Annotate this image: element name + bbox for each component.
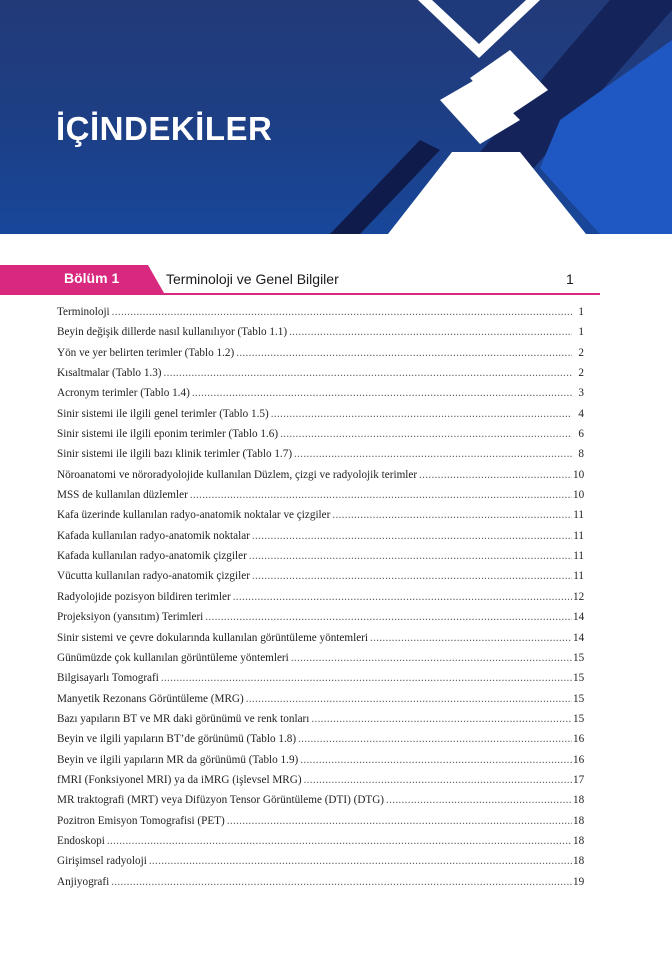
toc-entry-title: Endoskopi bbox=[57, 834, 105, 847]
toc-entry-title: Kafada kullanılan radyo-anatomik çizgiler bbox=[57, 550, 247, 563]
toc-entry-page: 4 bbox=[578, 407, 584, 420]
dot-leader bbox=[205, 607, 572, 627]
toc-entry-page: 18 bbox=[573, 794, 585, 807]
toc-entry-title: Manyetik Rezonans Görüntüleme (MRG) bbox=[57, 692, 244, 705]
chapter-label: Bölüm 1 bbox=[64, 270, 120, 286]
dot-leader bbox=[271, 404, 572, 424]
dot-leader bbox=[233, 587, 572, 607]
toc-entry-title: Girişimsel radyoloji bbox=[57, 855, 147, 868]
toc-entry-title: Terminoloji bbox=[57, 306, 110, 318]
toc-entry-title: fMRI (Fonksiyonel MRI) ya da iMRG (işlevsel MRG) bbox=[57, 773, 302, 786]
dot-leader bbox=[192, 383, 572, 403]
toc-entry-page: 17 bbox=[573, 773, 585, 786]
toc-entry-page: 14 bbox=[573, 611, 585, 624]
toc-entry-title: Sinir sistemi ile ilgili genel terimler (Tablo 1.5) bbox=[57, 407, 269, 420]
toc-entry[interactable] bbox=[57, 729, 584, 749]
toc-entry-page: 18 bbox=[573, 834, 585, 847]
toc-entry-title: Beyin değişik dillerde nasıl kullanılıyor (Tablo 1.1) bbox=[57, 326, 288, 339]
toc-entry-page: 8 bbox=[578, 448, 584, 461]
dot-leader bbox=[112, 302, 572, 322]
toc-entry-title: Kafa üzerinde kullanılan radyo-anatomik noktalar ve çizgiler bbox=[57, 509, 331, 522]
dot-leader bbox=[111, 872, 572, 892]
toc-entry-page: 16 bbox=[573, 733, 585, 746]
toc-entry-title: Yön ve yer belirten terimler (Tablo 1.2) bbox=[57, 346, 235, 359]
toc-entry[interactable] bbox=[57, 322, 584, 342]
dot-leader bbox=[419, 465, 572, 485]
toc-entry[interactable] bbox=[57, 872, 584, 892]
toc-entry-page: 19 bbox=[573, 875, 585, 888]
toc-entry-page: 11 bbox=[573, 529, 584, 542]
header-banner bbox=[0, 0, 672, 234]
dot-leader bbox=[161, 668, 572, 688]
toc-entry[interactable] bbox=[57, 566, 584, 586]
dot-leader bbox=[149, 851, 572, 871]
toc-entry-page: 15 bbox=[573, 712, 585, 725]
dot-leader bbox=[246, 689, 572, 709]
dot-leader bbox=[236, 343, 572, 363]
toc-entry[interactable] bbox=[57, 831, 584, 851]
chapter-title: Terminoloji ve Genel Bilgiler bbox=[166, 271, 339, 287]
toc-entry-title: Sinir sistemi ile ilgili bazı klinik terimler (Tablo 1.7) bbox=[57, 448, 293, 461]
toc-entry-title: Beyin ve ilgili yapıların BT’de görünümü (Tablo 1.8) bbox=[57, 733, 297, 746]
toc-entry[interactable] bbox=[57, 607, 584, 627]
dot-leader bbox=[311, 709, 572, 729]
toc-entry-page: 1 bbox=[578, 306, 584, 318]
toc-entry-title: Sinir sistemi ve çevre dokularında kullanılan görüntüleme yöntemleri bbox=[57, 631, 368, 644]
toc-entry-page: 15 bbox=[573, 672, 585, 685]
toc-entry-title: Acronym terimler (Tablo 1.4) bbox=[57, 387, 190, 400]
toc-entry-title: Bazı yapıların BT ve MR daki görünümü ve renk tonları bbox=[57, 712, 310, 725]
dot-leader bbox=[252, 526, 572, 546]
toc-entry-title: Kafada kullanılan radyo-anatomik noktalar bbox=[57, 529, 250, 542]
toc-entry-page: 18 bbox=[573, 855, 585, 868]
dot-leader bbox=[190, 485, 572, 505]
toc-entry[interactable] bbox=[57, 587, 584, 607]
toc-entry-title: Bilgisayarlı Tomografi bbox=[57, 672, 159, 685]
toc-entry-title: Projeksiyon (yansıtım) Terimleri bbox=[57, 611, 204, 624]
toc-entry[interactable] bbox=[57, 648, 584, 668]
chapter-underline bbox=[0, 293, 600, 295]
toc-entry-title: Pozitron Emisyon Tomografisi (PET) bbox=[57, 814, 225, 827]
toc-entry[interactable] bbox=[57, 424, 584, 444]
toc-entry[interactable] bbox=[57, 770, 584, 790]
dot-leader bbox=[300, 750, 572, 770]
dot-leader bbox=[298, 729, 572, 749]
toc-entry-page: 2 bbox=[578, 346, 584, 359]
toc-entry-title: MR traktografi (MRT) veya Difüzyon Tensor Görüntüleme (DTI) (DTG) bbox=[57, 794, 385, 807]
toc-entry-page: 10 bbox=[573, 468, 585, 481]
toc-entry-page: 12 bbox=[573, 590, 585, 603]
dot-leader bbox=[252, 566, 572, 586]
toc-entry-page: 15 bbox=[573, 692, 585, 705]
toc-entry[interactable] bbox=[57, 689, 584, 709]
toc-entry-page: 2 bbox=[578, 367, 584, 380]
toc-entry[interactable] bbox=[57, 546, 584, 566]
toc-entry[interactable] bbox=[57, 485, 584, 505]
dot-leader bbox=[304, 770, 572, 790]
toc-entry[interactable] bbox=[57, 851, 584, 871]
dot-leader bbox=[280, 424, 572, 444]
dot-leader bbox=[249, 546, 572, 566]
chapter-page-number: 1 bbox=[566, 271, 574, 287]
toc-entry[interactable] bbox=[57, 404, 584, 424]
toc-entry-title: Günümüzde çok kullanılan görüntüleme yöntemleri bbox=[57, 651, 289, 664]
toc-entry-title: Nöroanatomi ve nöroradyolojide kullanılan Düzlem, çizgi ve radyolojik terimler bbox=[57, 468, 418, 481]
toc-entry[interactable] bbox=[57, 343, 584, 363]
toc-entry-title: Beyin ve ilgili yapıların MR da görünümü (Tablo 1.9) bbox=[57, 753, 299, 766]
toc-entry-title: Kısaltmalar (Tablo 1.3) bbox=[57, 367, 162, 380]
toc-entry[interactable] bbox=[57, 505, 584, 525]
dot-leader bbox=[370, 628, 572, 648]
dot-leader bbox=[291, 648, 572, 668]
page-title: İÇİNDEKİLER bbox=[56, 110, 273, 147]
toc-entry-page: 14 bbox=[573, 631, 585, 644]
toc-entry[interactable] bbox=[57, 790, 584, 810]
toc-entry[interactable] bbox=[57, 383, 584, 403]
toc-entry[interactable] bbox=[57, 465, 584, 485]
toc-entry-page: 18 bbox=[573, 814, 585, 827]
dot-leader bbox=[107, 831, 572, 851]
toc-entry[interactable] bbox=[57, 709, 584, 729]
toc-entry[interactable] bbox=[57, 302, 584, 322]
toc-entry-page: 10 bbox=[573, 489, 585, 502]
dot-leader bbox=[289, 322, 572, 342]
toc-entry-title: MSS de kullanılan düzlemler bbox=[57, 489, 188, 502]
toc-entry-page: 6 bbox=[578, 428, 584, 441]
dot-leader bbox=[332, 505, 572, 525]
toc-entry[interactable] bbox=[57, 750, 584, 770]
toc-entry[interactable] bbox=[57, 811, 584, 831]
dot-leader bbox=[294, 444, 572, 464]
dot-leader bbox=[164, 363, 572, 383]
dot-leader bbox=[386, 790, 572, 810]
toc-entry[interactable] bbox=[57, 628, 584, 648]
toc-entry-title: Anjiyografi bbox=[57, 875, 110, 888]
toc-entry[interactable] bbox=[57, 668, 584, 688]
toc-entry[interactable] bbox=[57, 526, 584, 546]
toc-entry-page: 11 bbox=[573, 570, 584, 583]
toc-entry[interactable] bbox=[57, 444, 584, 464]
toc-entry-page: 11 bbox=[573, 509, 584, 522]
toc-entry-page: 11 bbox=[573, 550, 584, 563]
toc-entry-page: 16 bbox=[573, 753, 585, 766]
chapter-header[interactable] bbox=[0, 265, 600, 295]
toc-entry-page: 15 bbox=[573, 651, 585, 664]
toc-entry-title: Vücutta kullanılan radyo-anatomik çizgiler bbox=[57, 570, 250, 583]
dot-leader bbox=[227, 811, 572, 831]
toc-entry-page: 3 bbox=[578, 387, 584, 400]
toc-entry[interactable] bbox=[57, 363, 584, 383]
toc-entry-title: Radyolojide pozisyon bildiren terimler bbox=[57, 590, 231, 603]
toc-entry-page: 1 bbox=[578, 326, 584, 339]
toc-entry-title: Sinir sistemi ile ilgili eponim terimler (Tablo 1.6) bbox=[57, 428, 279, 441]
table-of-contents bbox=[57, 302, 584, 892]
